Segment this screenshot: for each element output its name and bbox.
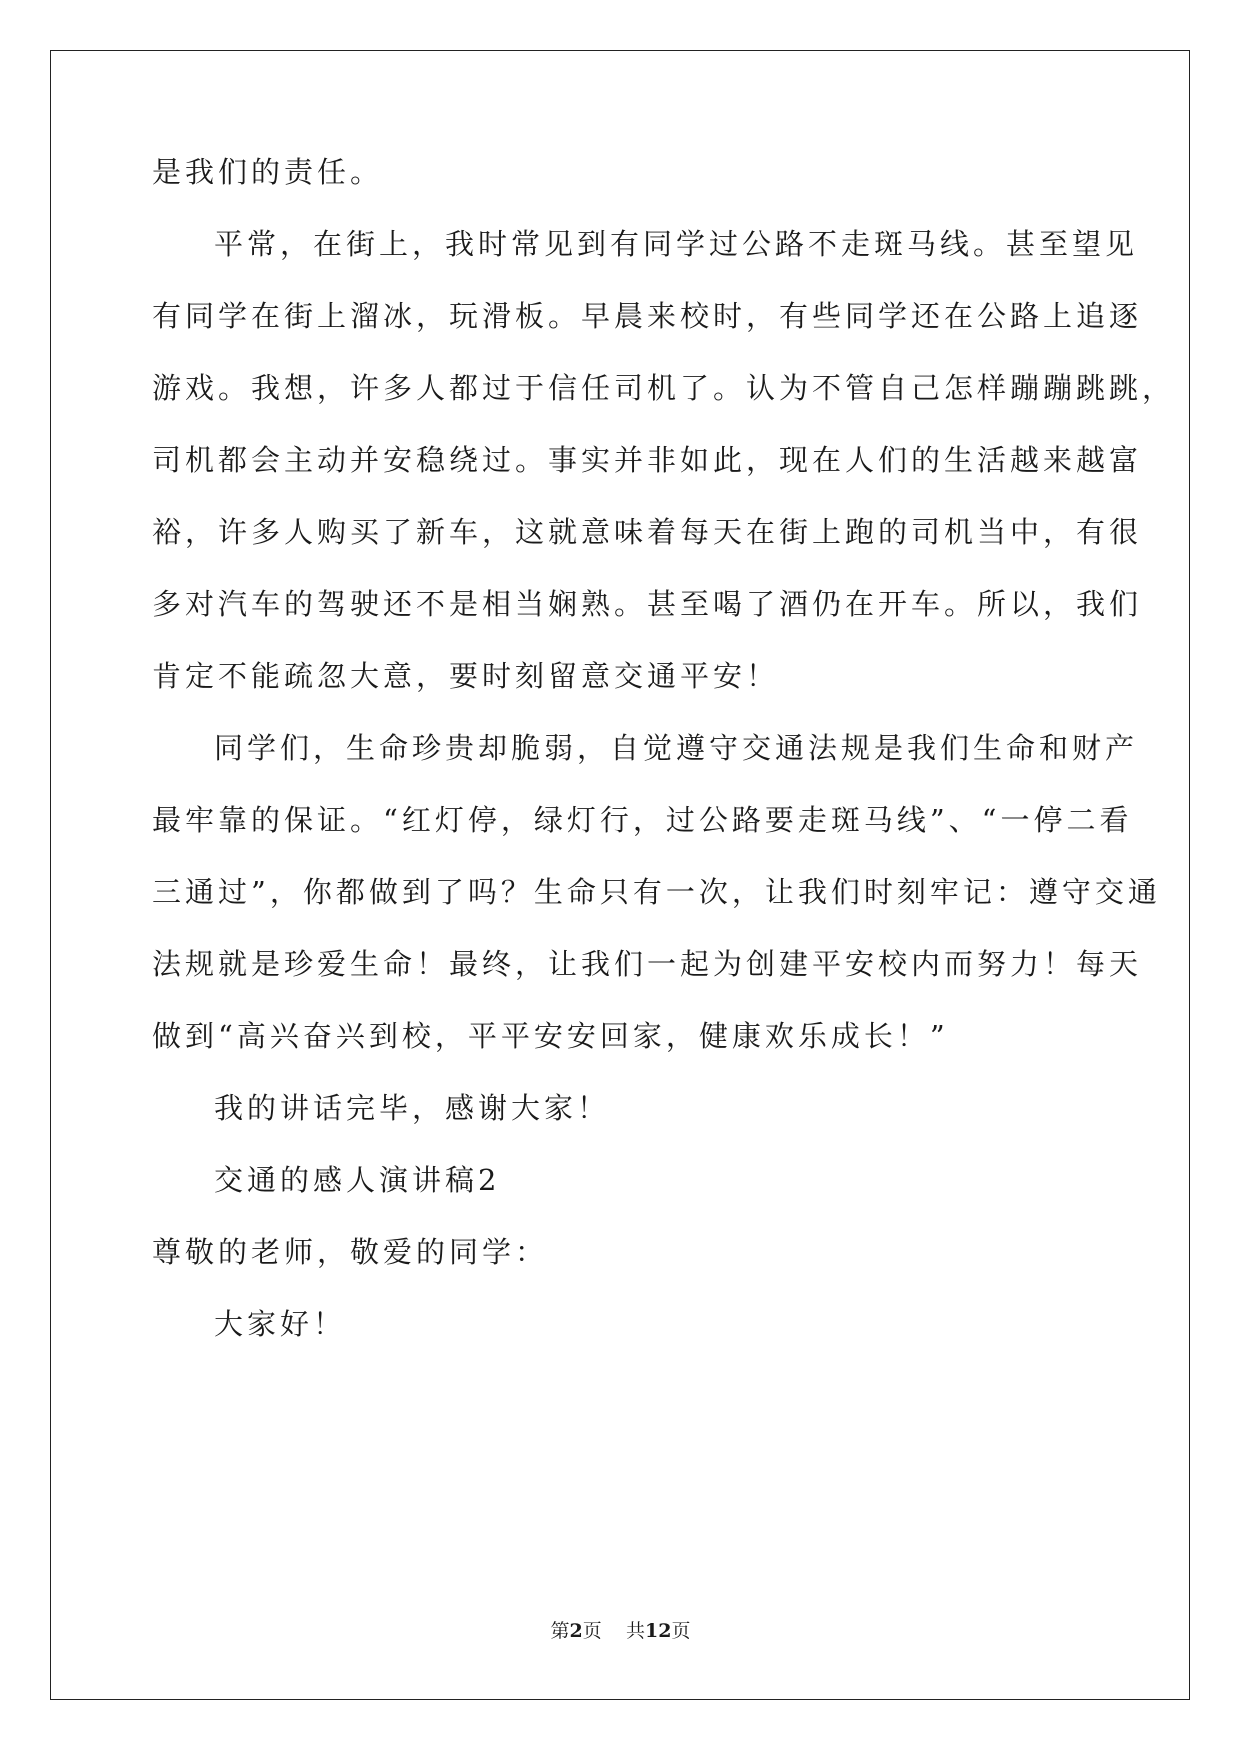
text-line: 肯定不能疏忽大意，要时刻留意交通平安！: [152, 659, 780, 693]
page-footer: [0, 1616, 1241, 1643]
footer-total-prefix: 共: [625, 1620, 645, 1642]
text-line: 最牢靠的保证。“红灯停，绿灯行，过公路要走斑马线”、“一停二看: [152, 803, 1133, 837]
text-line: 游戏。我想，许多人都过于信任司机了。认为不管自己怎样蹦蹦跳跳，: [152, 371, 1176, 405]
text-line: 裕，许多人购买了新车，这就意味着每天在街上跑的司机当中，有很: [152, 515, 1143, 549]
footer-prefix: 第: [550, 1620, 570, 1642]
text-line: 三通过”，你都做到了吗？生命只有一次，让我们时刻牢记：遵守交通: [152, 875, 1161, 909]
text-line: 法规就是珍爱生命！最终，让我们一起为创建平安校内而努力！每天: [152, 947, 1143, 981]
paragraph-start: 同学们，生命珍贵却脆弱，自觉遵守交通法规是我们生命和财产: [214, 731, 1139, 765]
section-title: 交通的感人演讲稿2: [214, 1163, 501, 1197]
text-line: 做到“高兴奋兴到校，平平安安回家，健康欢乐成长！”: [152, 1019, 949, 1053]
total-pages: 12: [644, 1620, 672, 1642]
text-line: 有同学在街上溜冰，玩滑板。早晨来校时，有些同学还在公路上追逐: [152, 299, 1143, 333]
closing-line: 我的讲话完毕，感谢大家！: [214, 1091, 611, 1125]
salutation: 尊敬的老师，敬爱的同学：: [152, 1235, 549, 1269]
paragraph-start: 平常，在街上，我时常见到有同学过公路不走斑马线。甚至望见: [214, 227, 1139, 261]
text-line: 多对汽车的驾驶还不是相当娴熟。甚至喝了酒仍在开车。所以，我们: [152, 587, 1143, 621]
footer-total-suffix: 页: [671, 1620, 691, 1642]
footer-page-suffix: 页: [582, 1620, 602, 1642]
text-line: 是我们的责任。: [152, 155, 384, 189]
page-number: 2: [569, 1620, 583, 1642]
greeting: 大家好！: [214, 1307, 347, 1341]
text-line: 司机都会主动并安稳绕过。事实并非如此，现在人们的生活越来越富: [152, 443, 1143, 477]
